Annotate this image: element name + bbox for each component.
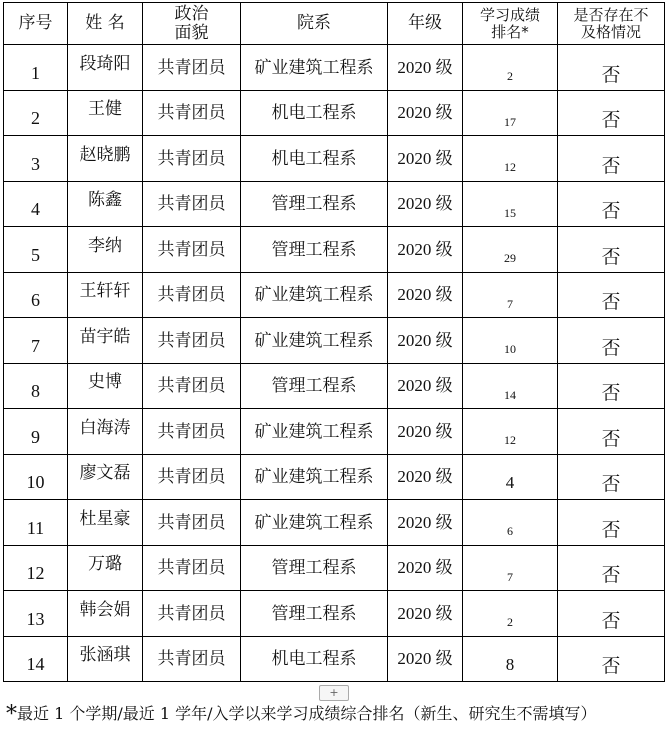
cell-rank [463,591,558,637]
seq-value: 8 [31,381,40,402]
name-value: 李纳 [88,235,122,256]
cell-grade [388,90,463,136]
fail-value: 否 [601,473,621,496]
cell-dept [241,500,388,546]
cell-seq [4,591,68,637]
name-value: 万璐 [88,554,122,575]
dept-value: 矿业建筑工程系 [254,512,374,533]
grade-value: 2020 级 [397,421,453,441]
seq-value: 3 [31,153,40,174]
dept-value: 矿业建筑工程系 [254,421,374,442]
student-table [3,2,665,682]
header-rank-line2: 排名* [491,22,529,41]
seq-value: 1 [31,62,40,83]
cell-seq [4,545,68,591]
political-value: 共青团员 [157,512,226,533]
cell-grade [388,272,463,318]
cell-fail [558,545,665,591]
cell-seq [4,227,68,273]
cell-grade [388,545,463,591]
rank-value: 15 [504,205,516,220]
cell-grade [388,409,463,455]
table-row [4,318,665,364]
cell-political [143,318,241,364]
grade-value: 2020 级 [397,376,453,396]
cell-rank [463,409,558,455]
cell-rank [463,454,558,500]
fail-value: 否 [601,154,621,177]
cell-dept [241,409,388,455]
rank-value: 17 [504,114,516,129]
cell-name [68,318,143,364]
cell-dept [241,545,388,591]
name-value: 赵晓鹏 [79,144,131,165]
fail-value: 否 [601,109,621,132]
grade-value: 2020 级 [397,148,453,168]
cell-rank [463,272,558,318]
cell-dept [241,591,388,637]
header-rank-line1: 学习成绩 [479,5,540,24]
political-value: 共青团员 [157,239,226,260]
rank-value: 6 [507,524,513,539]
seq-value: 13 [26,608,45,629]
header-seq: 序号 [4,3,68,45]
fail-value: 否 [601,518,621,541]
cell-fail [558,181,665,227]
cell-seq [4,318,68,364]
dept-value: 矿业建筑工程系 [254,57,374,78]
dept-value: 管理工程系 [271,239,357,260]
seq-value: 10 [26,472,45,493]
header-grade: 年级 [388,3,463,45]
cell-fail [558,136,665,182]
table-row [4,545,665,591]
table-row [4,363,665,409]
table-row [4,181,665,227]
fail-value: 否 [601,609,621,632]
grade-value: 2020 级 [397,558,453,578]
political-value: 共青团员 [157,285,226,306]
cell-fail [558,636,665,682]
political-value: 共青团员 [157,421,226,442]
cell-dept [241,227,388,273]
dept-value: 矿业建筑工程系 [254,467,374,488]
cell-name [68,45,143,91]
dept-value: 管理工程系 [271,603,357,624]
table-row [4,591,665,637]
rank-value: 2 [507,615,513,630]
table-row [4,136,665,182]
table-row [4,454,665,500]
cell-name [68,409,143,455]
header-name: 姓 名 [68,3,143,45]
cell-political [143,545,241,591]
table-row [4,409,665,455]
cell-fail [558,500,665,546]
cell-rank [463,545,558,591]
dept-value: 机电工程系 [271,103,357,124]
cell-fail [558,409,665,455]
cell-political [143,90,241,136]
seq-value: 5 [31,244,40,265]
fail-value: 否 [601,245,621,268]
name-value: 韩会娟 [79,599,131,620]
fail-value: 否 [601,382,621,405]
grade-value: 2020 级 [397,649,453,669]
cell-grade [388,363,463,409]
cell-dept [241,136,388,182]
rank-value: 12 [504,160,516,175]
student-table-container [3,2,664,682]
cell-seq [4,181,68,227]
cell-fail [558,591,665,637]
cell-rank [463,318,558,364]
grade-value: 2020 级 [397,57,453,77]
cell-political [143,181,241,227]
cell-political [143,500,241,546]
name-value: 张涵琪 [79,645,131,666]
cell-political [143,636,241,682]
fail-value: 否 [601,200,621,223]
cell-name [68,636,143,682]
fail-value: 否 [601,336,621,359]
seq-value: 11 [26,517,45,538]
name-value: 廖文磊 [79,463,131,484]
name-value: 苗宇皓 [79,326,131,347]
table-row [4,227,665,273]
cell-seq [4,90,68,136]
cell-seq [4,363,68,409]
cell-political [143,454,241,500]
cell-fail [558,45,665,91]
rank-value: 2 [507,69,513,84]
cell-grade [388,181,463,227]
cell-name [68,591,143,637]
seq-value: 6 [31,290,40,311]
political-value: 共青团员 [157,103,226,124]
cell-seq [4,45,68,91]
cell-fail [558,454,665,500]
cell-name [68,90,143,136]
cell-grade [388,454,463,500]
fail-value: 否 [601,427,621,450]
rank-value: 12 [504,433,516,448]
fail-value: 否 [601,291,621,314]
cell-rank [463,363,558,409]
dept-value: 管理工程系 [271,376,357,397]
cell-fail [558,227,665,273]
name-value: 王健 [88,99,122,120]
rank-value: 10 [504,342,516,357]
cell-political [143,136,241,182]
grade-value: 2020 级 [397,103,453,123]
cell-fail [558,318,665,364]
header-fail-line2: 及格情况 [580,22,641,41]
seq-value: 7 [31,335,40,356]
cell-rank [463,90,558,136]
cell-name [68,454,143,500]
footnote [6,700,662,725]
table-row [4,45,665,91]
header-political-line1: 政治 [174,3,209,24]
seq-value: 9 [31,426,40,447]
rank-value: 7 [507,569,513,584]
name-value: 史博 [88,372,122,393]
header-dept: 院系 [241,3,388,45]
cell-dept [241,636,388,682]
cell-dept [241,272,388,318]
table-header-row [4,3,665,45]
cell-name [68,500,143,546]
cell-political [143,363,241,409]
cell-seq [4,136,68,182]
cell-name [68,545,143,591]
add-row-button[interactable]: + [319,685,349,701]
cell-dept [241,363,388,409]
cell-fail [558,363,665,409]
name-value: 杜星豪 [79,508,131,529]
fail-value: 否 [601,564,621,587]
cell-political [143,227,241,273]
cell-dept [241,454,388,500]
seq-value: 14 [26,654,45,675]
cell-political [143,45,241,91]
grade-value: 2020 级 [397,512,453,532]
table-row [4,500,665,546]
cell-name [68,272,143,318]
footnote-mark: * [6,702,17,727]
cell-rank [463,45,558,91]
dept-value: 机电工程系 [271,148,357,169]
name-value: 白海涛 [79,417,131,438]
table-body [4,45,665,682]
grade-value: 2020 级 [397,330,453,350]
political-value: 共青团员 [157,330,226,351]
political-value: 共青团员 [157,558,226,579]
seq-value: 12 [26,563,45,584]
cell-grade [388,45,463,91]
cell-grade [388,591,463,637]
cell-rank [463,136,558,182]
cell-grade [388,636,463,682]
seq-value: 2 [31,108,40,129]
header-political [143,3,241,45]
header-fail-line1: 是否存在不 [573,5,649,24]
table-row [4,272,665,318]
dept-value: 机电工程系 [271,649,357,670]
grade-value: 2020 级 [397,285,453,305]
political-value: 共青团员 [157,148,226,169]
table-row [4,636,665,682]
cell-political [143,272,241,318]
seq-value: 4 [31,199,40,220]
cell-name [68,181,143,227]
political-value: 共青团员 [157,603,226,624]
cell-grade [388,318,463,364]
rank-value: 4 [505,472,515,492]
dept-value: 矿业建筑工程系 [254,285,374,306]
cell-fail [558,90,665,136]
political-value: 共青团员 [157,649,226,670]
cell-seq [4,272,68,318]
cell-fail [558,272,665,318]
cell-seq [4,500,68,546]
dept-value: 管理工程系 [271,194,357,215]
political-value: 共青团员 [157,57,226,78]
cell-rank [463,636,558,682]
cell-name [68,363,143,409]
political-value: 共青团员 [157,376,226,397]
cell-rank [463,227,558,273]
rank-value: 8 [505,654,515,674]
footnote-text: 最近 1 个学期/最近 1 学年/入学以来学习成绩综合排名（新生、研究生不需填写） [17,704,597,723]
header-rank [463,3,558,45]
fail-value: 否 [601,63,621,86]
table-row [4,90,665,136]
cell-grade [388,500,463,546]
cell-grade [388,227,463,273]
header-political-line2: 面貌 [174,22,209,43]
cell-name [68,136,143,182]
cell-dept [241,318,388,364]
political-value: 共青团员 [157,467,226,488]
cell-dept [241,181,388,227]
grade-value: 2020 级 [397,467,453,487]
cell-grade [388,136,463,182]
cell-rank [463,500,558,546]
header-fail [558,3,665,45]
name-value: 陈鑫 [88,190,122,211]
dept-value: 管理工程系 [271,558,357,579]
name-value: 王轩轩 [79,281,131,302]
political-value: 共青团员 [157,194,226,215]
cell-seq [4,454,68,500]
cell-dept [241,90,388,136]
cell-seq [4,409,68,455]
cell-political [143,591,241,637]
rank-value: 7 [507,296,513,311]
cell-name [68,227,143,273]
rank-value: 14 [504,387,516,402]
cell-seq [4,636,68,682]
cell-rank [463,181,558,227]
rank-value: 29 [504,251,516,266]
grade-value: 2020 级 [397,194,453,214]
grade-value: 2020 级 [397,239,453,259]
name-value: 段琦阳 [79,53,131,74]
cell-dept [241,45,388,91]
dept-value: 矿业建筑工程系 [254,330,374,351]
fail-value: 否 [601,655,621,678]
grade-value: 2020 级 [397,603,453,623]
cell-political [143,409,241,455]
